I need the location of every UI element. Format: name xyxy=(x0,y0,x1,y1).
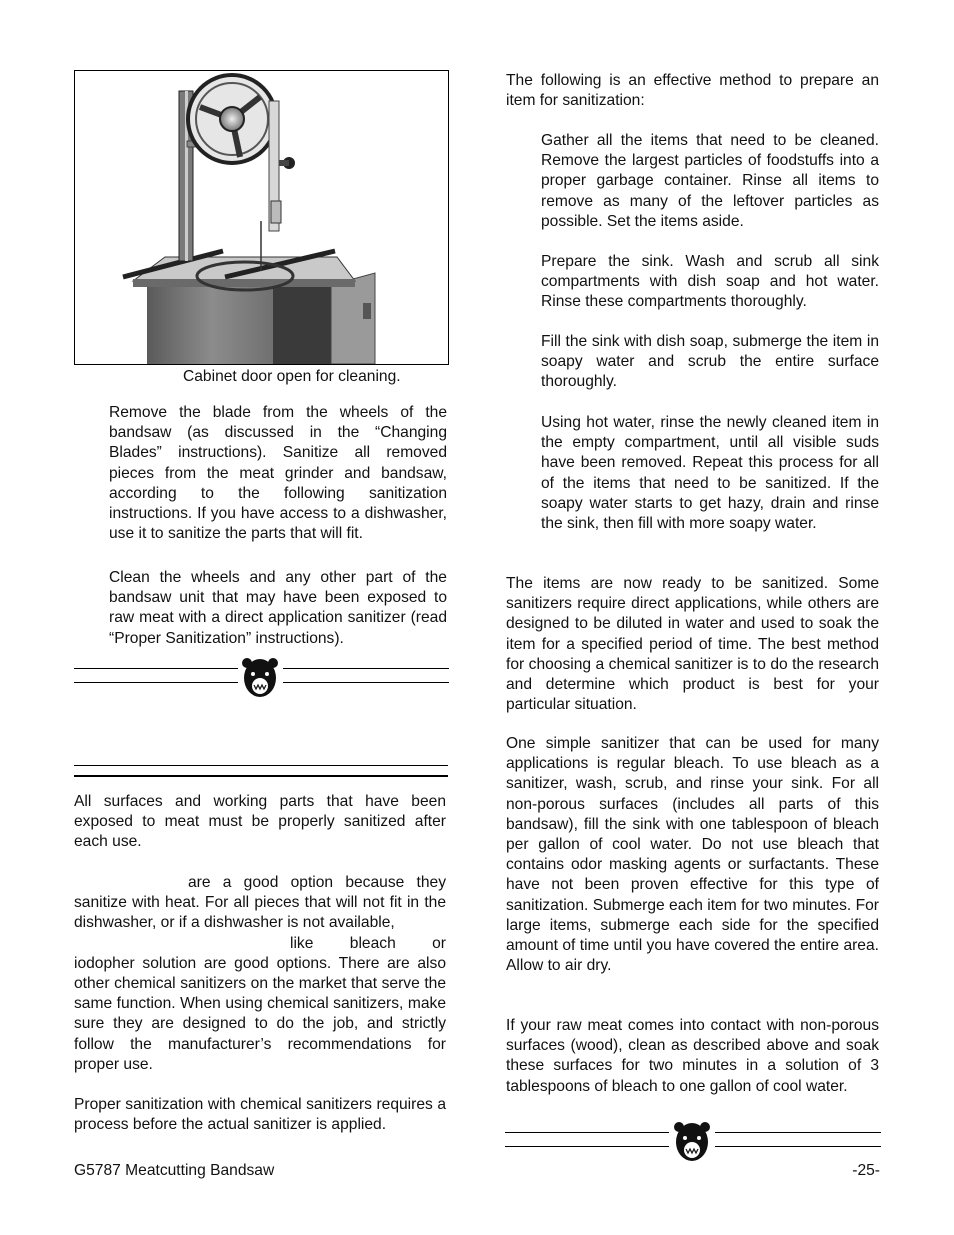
step-4: Using hot water, rinse the newly cleaned item in the empty compartment, until all visible suds have been removed. Repeat this process for all of the items that need to be sanitized. If the soapy water starts to get hazy, drain and rinse the sink, then fill with more soapy water. xyxy=(541,414,879,533)
paragraph-remove-blade: Remove the blade from the wheels of the bandsaw (as discussed in the “Changing Blades” instructions). Sanitize all removed pieces from the meat grinder and bandsaw, according to the following sanitization instructions. If you have access to a dishwasher, use it to sanitize the parts that will fit. xyxy=(109,404,447,543)
figure-caption: Cabinet door open for cleaning. xyxy=(183,368,401,385)
page-number: -25- xyxy=(852,1162,880,1179)
figure-frame xyxy=(74,70,449,365)
section-rule xyxy=(74,765,448,766)
paragraph-porous: If your raw meat comes into contact with non-porous surfaces (wood), clean as described above and soak these surfaces for two minutes in a solution of 3 tablespoons of bleach to one gallon of cool water. xyxy=(506,1017,879,1095)
bandsaw-photo xyxy=(75,71,448,364)
paragraph-clean-wheels: Clean the wheels and any other part of the bandsaw unit that may have been exposed to raw meat with a direct application sanitizer (read “Proper Sanitization” instructions). xyxy=(109,569,447,647)
options-text-a: are a good option because they sanitize with heat. For all pieces that will not fit in the dishwasher, or if a dishwasher is not available, xyxy=(74,874,446,932)
section-rule-thick xyxy=(74,775,448,777)
step-2: Prepare the sink. Wash and scrub all sink compartments with dish soap and hot water. Rinse these compartments thoroughly. xyxy=(541,253,879,311)
bear-logo-icon xyxy=(241,656,279,700)
paragraph-surfaces: All surfaces and working parts that have been exposed to meat must be properly sanitized after each use. xyxy=(74,793,446,851)
step-1: Gather all the items that need to be cleaned. Remove the largest particles of foodstuffs into a proper garbage container. Rinse all items to remove as many of the leftover particles as possible. Set the items aside. xyxy=(541,132,879,230)
paragraph-options xyxy=(74,873,446,1075)
bear-logo-icon xyxy=(673,1120,711,1164)
table-edge xyxy=(133,279,355,287)
paragraph-intro: The following is an effective method to prepare an item for sanitization: xyxy=(506,72,879,110)
bear-divider-right xyxy=(505,1120,881,1166)
cabinet-body xyxy=(147,285,277,364)
paragraph-process: Proper sanitization with chemical sanitizers requires a process before the actual sanitizer is applied. xyxy=(74,1096,446,1134)
step-3: Fill the sink with dish soap, submerge the item in soapy water and scrub the entire surface thoroughly. xyxy=(541,333,879,391)
door-latch xyxy=(363,303,371,319)
footer-title: G5787 Meatcutting Bandsaw xyxy=(74,1162,275,1179)
cabinet-opening xyxy=(273,285,331,364)
options-text-b: like bleach or iodopher solution are good options. There are also other chemical sanitizers on the market that serve the same function. When using chemical sanitizers, make sure they are designed to do the job, and strictly follow the manufacturer’s recommendations for proper use. xyxy=(74,934,446,1073)
paragraph-ready: The items are now ready to be sanitized. Some sanitizers require direct applications, while others are designed to be diluted in water and used to soak the item for a specified period of time. The best method for choosing a chemical sanitizer is to do the research and determine which product is best for your particular situation. xyxy=(506,575,879,714)
wheel-hub xyxy=(220,107,244,131)
paragraph-bleach: One simple sanitizer that can be used for many applications is regular bleach. To use bleach as a sanitizer, wash, scrub, and rinse your sink. For all non-porous surfaces (includes all parts of this bandsaw), fill the sink with one tablespoon of bleach per gallon of cool water. Do not use bleach that contains odor masking agents or surfactants. These have not been proven effective for this type of sanitization. Submerge each item for two minutes. For large items, submerge each side for the specified amount of time until you have covered the entire area. Allow to air dry. xyxy=(506,735,879,975)
bear-divider xyxy=(74,656,449,702)
